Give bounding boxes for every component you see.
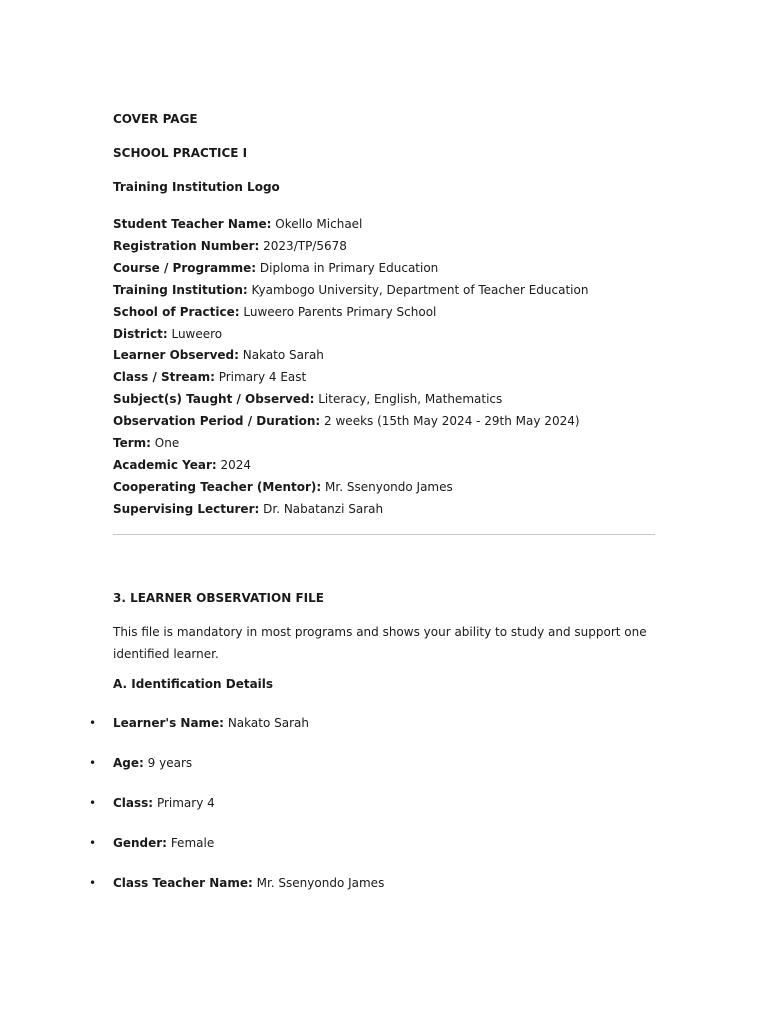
- field-value: Kyambogo University, Department of Teacher Education: [251, 282, 589, 297]
- field-supervising-lecturer: [113, 499, 655, 521]
- list-item-age: [89, 755, 655, 771]
- detail-label: Class Teacher Name:: [113, 876, 253, 891]
- field-label: Academic Year:: [113, 457, 217, 472]
- section-intro-text: This file is mandatory in most programs and shows your ability to study and support one identified learner.: [113, 624, 647, 661]
- list-item-learner-name: [89, 715, 655, 731]
- learner-observation-heading: 3. LEARNER OBSERVATION FILE: [113, 590, 324, 605]
- field-label: Subject(s) Taught / Observed:: [113, 392, 315, 407]
- field-school-of-practice: [113, 302, 655, 324]
- field-term: [113, 433, 655, 455]
- cover-page-heading: COVER PAGE: [113, 112, 198, 126]
- field-value: 2023/TP/5678: [263, 238, 347, 253]
- field-value: 2024: [220, 457, 252, 472]
- field-registration-number: [113, 236, 655, 258]
- field-training-institution: [113, 280, 655, 302]
- field-course-programme: [113, 258, 655, 280]
- field-value: Luweero: [171, 326, 223, 341]
- field-value: Okello Michael: [275, 217, 363, 231]
- detail-value: Nakato Sarah: [227, 715, 309, 730]
- bullet-icon: •: [89, 715, 97, 730]
- field-class-stream: [113, 367, 655, 389]
- field-value: 2 weeks (15th May 2024 - 29th May 2024): [324, 414, 580, 429]
- field-value: One: [154, 436, 180, 451]
- field-label: Student Teacher Name:: [113, 217, 272, 231]
- field-learner-observed: [113, 345, 655, 367]
- document-page: [89, 112, 655, 917]
- field-label: Term:: [113, 436, 151, 451]
- field-label: Training Institution:: [113, 282, 248, 297]
- field-cooperating-teacher: [113, 477, 655, 499]
- field-label: Registration Number:: [113, 238, 260, 253]
- bullet-icon: •: [89, 836, 97, 851]
- section-divider: [113, 534, 655, 535]
- field-value: Luweero Parents Primary School: [243, 304, 437, 319]
- field-value: Literacy, English, Mathematics: [318, 392, 503, 407]
- field-label: Supervising Lecturer:: [113, 501, 260, 516]
- field-label: School of Practice:: [113, 304, 240, 319]
- list-item-class: [89, 796, 655, 811]
- field-value: Dr. Nabatanzi Sarah: [263, 501, 384, 516]
- detail-value: Primary 4: [156, 796, 215, 811]
- identification-details-list: [89, 715, 655, 892]
- detail-value: Female: [170, 836, 215, 851]
- field-observation-period: [113, 411, 655, 433]
- bullet-icon: •: [89, 796, 97, 811]
- field-subjects: [113, 389, 655, 411]
- bullet-icon: •: [89, 755, 97, 770]
- detail-label: Gender:: [113, 836, 167, 851]
- detail-value: Mr. Ssenyondo James: [256, 876, 385, 891]
- field-value: Nakato Sarah: [242, 348, 324, 363]
- field-value: Diploma in Primary Education: [259, 260, 439, 275]
- detail-label: Age:: [113, 755, 144, 770]
- detail-label: Learner's Name:: [113, 715, 224, 730]
- school-practice-heading: SCHOOL PRACTICE I: [113, 146, 248, 160]
- bullet-icon: •: [89, 876, 97, 891]
- field-label: Learner Observed:: [113, 348, 239, 363]
- list-item-class-teacher: [89, 876, 655, 891]
- field-label: Cooperating Teacher (Mentor):: [113, 479, 322, 494]
- field-label: Course / Programme:: [113, 260, 257, 275]
- detail-value: 9 years: [147, 755, 193, 770]
- field-label: Observation Period / Duration:: [113, 414, 321, 429]
- field-label: Class / Stream:: [113, 370, 215, 385]
- list-item-gender: [89, 836, 655, 851]
- field-value: Primary 4 East: [218, 370, 307, 385]
- identification-details-heading: A. Identification Details: [113, 676, 274, 691]
- field-academic-year: [113, 455, 655, 477]
- field-district: [113, 324, 655, 346]
- institution-logo-label: Training Institution Logo: [113, 180, 280, 194]
- cover-fields: [113, 214, 655, 521]
- field-value: Mr. Ssenyondo James: [325, 479, 453, 494]
- field-student-teacher-name: [113, 214, 655, 236]
- field-label: District:: [113, 326, 168, 341]
- detail-label: Class:: [113, 796, 154, 811]
